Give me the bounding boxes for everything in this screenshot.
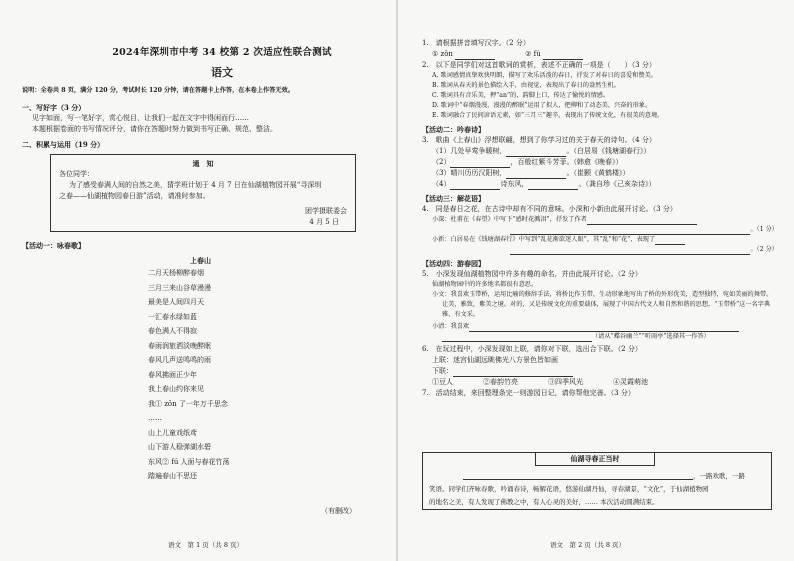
q4-b-blank[interactable] (655, 236, 685, 245)
q5-student-b-line2 (422, 332, 778, 342)
poem-line: 春风拂面正少年 (148, 370, 197, 379)
activity-4-heading: 【活动四：游春园】 (422, 259, 485, 268)
poem-line: 春风几声送鸣鸣的雨 (148, 356, 211, 364)
q3-3-blank[interactable] (506, 170, 566, 179)
q1-blank-a[interactable] (455, 51, 495, 60)
notice-box (50, 154, 356, 232)
q2-option-d: D. 歌词中“春烟漫漫，漫漫的醉眠”运用了拟人，把柳和了动态美，兴奋的形象。 (432, 102, 652, 109)
q1-blank-b-label: ② fú (525, 50, 541, 58)
q4-a (422, 215, 778, 225)
q4-b-text: 小新：白居易在《钱塘湖春行》中写到“乱花渐欲迷人眼”，其“乱”和“花”，表现了 (432, 236, 656, 243)
q3-stem: 3. 歌曲《上春山》浮想联翩，想到了你学习过的关于春天的诗句。（4 分） (422, 136, 656, 144)
diary-line-1-text: ，一路欢歌，一路 (693, 472, 745, 480)
q3-3-text: （3）晴川历历汉阳树， (432, 169, 507, 177)
notice-body-2: 之春——仙湖植物园春日游”活动，请准时参加。 (59, 192, 210, 200)
q5-intro: 仙湖植物园中的许多地名都很有意思。 (432, 281, 538, 288)
page-1 (0, 0, 396, 561)
diary-line-3: 的地名之美，有人发现了佛教之中，有人心灵的美好，…… 本次活动圆满结束。 (429, 498, 659, 506)
poem-line: 东风② fú 人面与春花竹荡 (148, 457, 230, 466)
q6-option[interactable]: ②春韵竹亮 (483, 378, 518, 386)
q4-a-blank[interactable] (587, 216, 697, 225)
q3-1-text: （1）几处早莺争暖树， (432, 147, 507, 155)
q2-option-a: A. 歌词感情真挚欢快明朗，描写了欢乐活泼的春日，抒发了对春日的喜爱和赞美。 (432, 72, 657, 79)
poem-line: 山下游人稳弹湖水碧 (148, 443, 211, 451)
q3-2-blank[interactable] (450, 159, 510, 168)
notice-title: 通 知 (192, 159, 214, 168)
diary-box (422, 452, 772, 510)
page-1-footer: 语文 第 1 页（共 8 页） (168, 541, 244, 549)
q3-line-3 (422, 168, 778, 179)
q5-student-b (422, 322, 778, 332)
q3-2-source: ，百般红紫斗芳菲。（韩愈《晚春》） (510, 158, 623, 166)
q5-blank-1[interactable] (469, 323, 739, 332)
q6-lower (422, 366, 778, 377)
q6-options (422, 377, 778, 388)
q6-option[interactable]: ①豆人 (432, 378, 453, 386)
q2-option-b: B. 歌词从春天的景色描绘入手，由视觉，表现出了春日的盎然生机。 (432, 82, 620, 89)
q4-stem: 4. 同是春日之花，在古诗中却有不同的意味。小深和小新由此展开讨论。（3 分） (422, 205, 677, 213)
q1-blank-b[interactable] (543, 51, 583, 60)
poem-line: 我上春山约你来见 (148, 385, 204, 393)
poem-line: 二月天杨柳醉春烟 (148, 269, 204, 277)
section-1-text-1: 见字如面，写一笔好字，赏心悦目，让我们一起在文字中得闲而行…… (32, 114, 249, 122)
diary-line-1 (463, 471, 745, 480)
q4-a-text: 小深：杜甫在《春望》中写下“感时花溅泪”，抒发了作者 (432, 216, 587, 223)
q1-stem: 1. 请根据拼音填写汉字。（2 分） (422, 39, 530, 47)
q3-1-source: 。（白居易《钱塘湖春行》） (566, 147, 651, 155)
instructions: 说明：全卷共 8 页，满分 120 分，考试时长 120 分钟，请在答题卡上作答，在本卷上作答无效。 (22, 87, 294, 94)
diary-blank-1[interactable] (463, 471, 693, 480)
q4-a-score (422, 225, 778, 235)
page-2-footer: 语文 第 2 页（共 8 页） (550, 541, 626, 549)
section-1-heading: 一、写好字（3 分） (22, 103, 86, 112)
q3-line-2 (422, 157, 778, 168)
notice-greeting: 各位同学： (59, 170, 94, 178)
activity-2-heading: 【活动二：吟春诗】 (422, 125, 485, 134)
q3-4-source: 。（龚自珍《己亥杂诗》） (578, 180, 656, 188)
section-2-heading: 二、积累与运用（19 分） (22, 140, 105, 149)
activity-3-heading: 【活动三：解花语】 (422, 194, 485, 203)
notice-signature: 团学摄联委会 (305, 207, 347, 215)
q4-b-points: 。（2 分） (750, 246, 778, 253)
activity-1-heading: 【活动一：咏春歌】 (22, 241, 85, 250)
q3-line-4 (422, 179, 778, 190)
q4-b-score (422, 245, 778, 255)
poem-ellipsis: …… (148, 414, 162, 422)
section-1-text-2: 本题根据卷面的书写情况评分，请你在答题时努力做到书写正确、规范、整洁。 (32, 125, 277, 133)
q5-student-b-text: 小清：我喜欢 (432, 323, 470, 330)
notice-date: 4 月 5 日 (309, 218, 339, 226)
poem-title: 上春山 (190, 256, 211, 265)
q2-stem: 2. 以下是同学们对这首歌词的赏析，表述不正确的一项是（ ）（3 分） (422, 61, 656, 69)
q5-choice-hint: （请从“蝶谷幽兰”“听雨亭”选择其一作答） (592, 333, 710, 340)
q3-1-blank[interactable] (506, 148, 566, 157)
adapted-note: （有删改） (321, 507, 356, 515)
diary-title: 仙湖寻春正当时 (535, 453, 655, 466)
q5-stem: 5. 小深发现仙湖植物园中许多有趣的命名，并由此展开讨论。（2 分） (422, 270, 642, 278)
page-fold (396, 0, 398, 561)
q3-line-1 (422, 146, 778, 157)
q3-4-blank-b[interactable] (528, 181, 578, 190)
poem-line: 春色满人不得寂 (148, 327, 197, 335)
poem-line: 三月三来山谷草漫漫 (148, 283, 211, 292)
q3-2-text: （2） (432, 158, 451, 166)
q3-4-text: （4） (432, 180, 451, 188)
page-2 (400, 0, 794, 561)
poem-line: 最美是人间四月天 (148, 298, 204, 306)
q2-option-e: E. 歌词融合了民间谚语元素，如“三月三”趣辛，表现出了传统文化，有很美的意境。 (432, 112, 664, 119)
q6-stem: 6. 在玩过程中，小深发现如上联，请你对下联，选出合下联。（2 分） (422, 345, 642, 353)
q6-lower-label: 下联： (432, 367, 453, 375)
q3-4-mid: 诗东风， (500, 180, 529, 188)
exam-title: 2024年深圳市中考 34 校第 2 次适应性联合测试 (112, 47, 332, 58)
q3-3-source: 。（崔颢《黄鹤楼》） (566, 169, 630, 177)
poem-stanza-1 (22, 266, 382, 484)
diary-line-2: 笑语。同学们齐咏春歌，吟诵春诗，畅解花语，悠游仙湖丹仙，寻春湖景，“文化”，于仙湖植物园 (429, 485, 709, 493)
q7-stem: 7. 活动结束，来回整理条完一则游园日记，请你帮他完善。（3 分） (422, 389, 635, 397)
poem-line: 踏遍春山不思还 (148, 472, 197, 480)
q6-option[interactable]: ④灵霞萌池 (613, 378, 648, 386)
poem-line: 一汇春水绿如蓝 (148, 312, 197, 321)
q4-b-blank-2[interactable] (510, 246, 750, 255)
q2-option-c: C. 歌词具有音乐美，押“an”的，韵脚上口，传达了愉悦的情感。 (432, 92, 610, 99)
q6-upper: 上联：迷宫仙湖远眺佛光八方景色皆如画 (432, 356, 558, 364)
q4-a-blank-2[interactable] (510, 226, 750, 235)
q3-4-blank-a[interactable] (450, 181, 500, 190)
q1-blank-a-label: ① zǒn (432, 50, 453, 58)
q4-b (422, 235, 778, 245)
q5-blank-2[interactable] (442, 333, 592, 342)
poem-line: 山上儿童戏纸鸢 (148, 428, 197, 437)
q4-a-points: 。（1 分） (750, 226, 778, 233)
q6-lower-blank[interactable] (453, 368, 573, 377)
q5-student-a: 小文：我喜欢玉带桥，运用比喻的修辞手法，将桥比作玉带，生动形象地写出了桥的外形优美，造型独特，宛如美丽的舞带。 (432, 291, 773, 298)
subject-title: 语文 (211, 66, 233, 79)
notice-body-1: 为了感受春满人间的自然之美，猜学班计划于 4 月 7 日在仙湖植物园开展“寻深圳 (69, 181, 322, 189)
q5-student-a-cont: 让美，雅致，紫美之境。对的，又是传统文化的重要载体，展现了中国古代文人和自然和谐的思想，“玉带桥”这一名字典雅、有文采。 (442, 301, 771, 318)
q6-option[interactable]: ③四季风光 (548, 378, 583, 386)
poem-line: 春雨润旅洒淡晚醉眠 (148, 341, 211, 350)
poem-line: 我① zǒn 了一年万千思念 (148, 399, 228, 408)
q1-blanks (422, 49, 778, 60)
